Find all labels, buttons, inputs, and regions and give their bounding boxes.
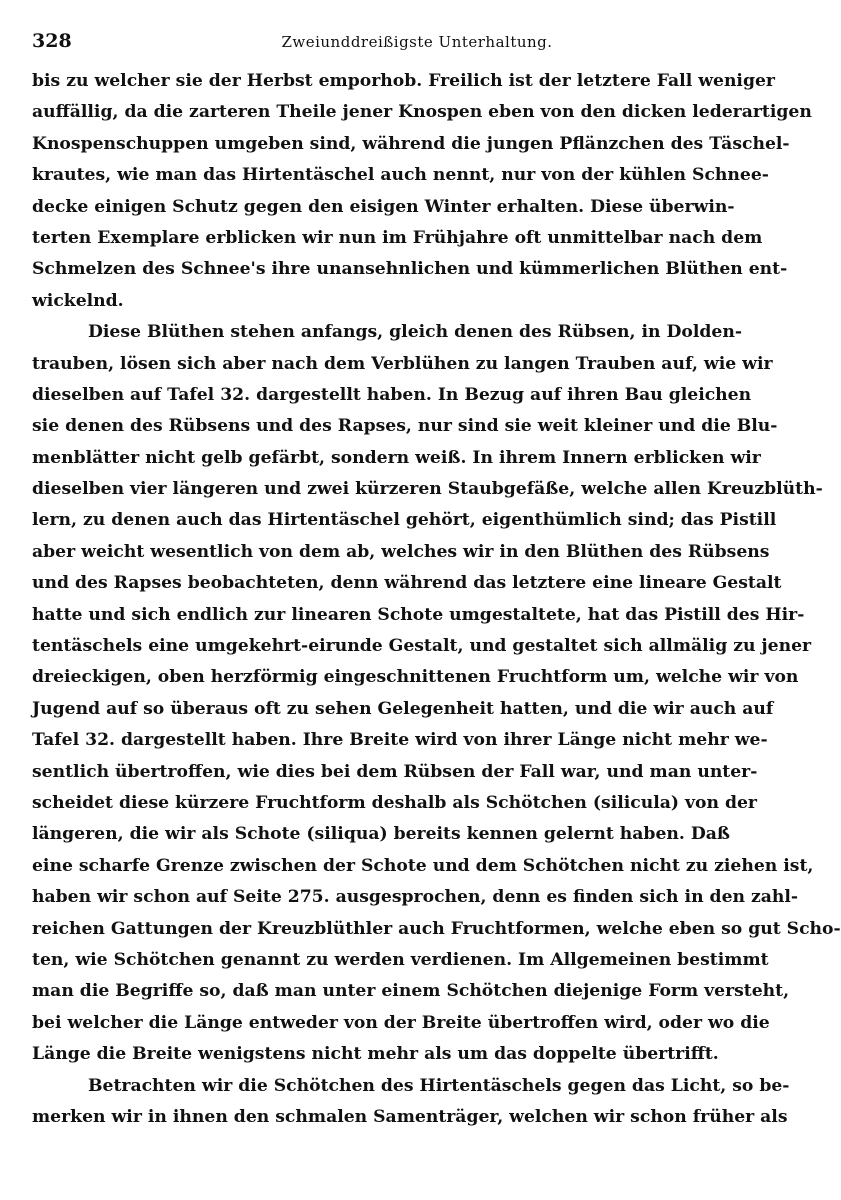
running-head: Zweiunddreißigste Unterhaltung. <box>281 33 553 51</box>
text-line: menblätter nicht gelb gefärbt, sondern weiß. In ihrem Innern erblicken wir <box>32 447 761 468</box>
text-line: lern, zu denen auch das Hirtentäschel gehört, eigenthümlich sind; das Pistill <box>32 510 777 531</box>
text-line: bis zu welcher sie der Herbst emporhob. Freilich ist der letztere Fall weniger <box>32 71 775 91</box>
text-line: auffällig, da die zarteren Theile jener Knospen eben von den dicken lederartigen <box>32 102 812 123</box>
text-line: man die Begriffe so, daß man unter einem Schötchen diejenige Form versteht, <box>32 981 790 1002</box>
text-line: Tafel 32. dargestellt haben. Ihre Breite wird von ihrer Länge nicht mehr we- <box>32 730 768 751</box>
paragraph <box>32 317 841 1070</box>
text-line: dreieckigen, oben herzförmig eingeschnittenen Fruchtform um, welche wir von <box>32 667 799 688</box>
text-line: hatte und sich endlich zur linearen Schote umgestaltete, hat das Pistill des Hir- <box>32 604 805 625</box>
text-line: merken wir in ihnen den schmalen Samenträger, welchen wir schon früher als <box>32 1106 788 1127</box>
text-line: decke einigen Schutz gegen den eisigen Winter erhalten. Diese überwin- <box>32 196 735 217</box>
text-line: dieselben vier längeren und zwei kürzeren Staubgefäße, welche allen Kreuzblüth- <box>32 479 823 500</box>
text-line: sentlich übertroffen, wie dies bei dem Rübsen der Fall war, und man unter- <box>32 761 758 782</box>
text-line: krautes, wie man das Hirtentäschel auch nennt, nur von der kühlen Schnee- <box>32 165 769 186</box>
text-line: bei welcher die Länge entweder von der Breite übertroffen wird, oder wo die <box>32 1012 770 1033</box>
text-line: Jugend auf so überaus oft zu sehen Gelegenheit hatten, und die wir auch auf <box>32 698 774 719</box>
text-line: scheidet diese kürzere Fruchtform deshalb als Schötchen (silicula) von der <box>32 792 757 813</box>
text-line: und des Rapses beobachteten, denn während das letztere eine lineare Gestalt <box>32 573 782 594</box>
body-text <box>32 66 841 1133</box>
text-line: ten, wie Schötchen genannt zu werden verdienen. Im Allgemeinen bestimmt <box>32 949 769 970</box>
page-number: 328 <box>32 30 72 52</box>
text-line: aber weicht wesentlich von dem ab, welches wir in den Blüthen des Rübsens <box>32 541 770 562</box>
paragraph <box>32 1071 790 1134</box>
text-line: eine scharfe Grenze zwischen der Schote und dem Schötchen nicht zu ziehen ist, <box>32 855 814 876</box>
text-line: tentäschels eine umgekehrt-eirunde Gestalt, und gestaltet sich allmälig zu jener <box>32 636 812 657</box>
text-line: längeren, die wir als Schote (siliqua) bereits kennen gelernt haben. Daß <box>32 824 730 845</box>
text-line: Diese Blüthen stehen anfangs, gleich denen des Rübsen, in Dolden- <box>88 322 742 343</box>
paragraph <box>32 66 812 317</box>
text-line: sie denen des Rübsens und des Rapses, nur sind sie weit kleiner und die Blu- <box>32 416 778 437</box>
text-line: Knospenschuppen umgeben sind, während die jungen Pflänzchen des Täschel- <box>32 133 790 154</box>
text-line: Betrachten wir die Schötchen des Hirtentäschels gegen das Licht, so be- <box>88 1075 790 1096</box>
text-line: haben wir schon auf Seite 275. ausgesprochen, denn es finden sich in den zahl- <box>32 887 799 908</box>
text-line: trauben, lösen sich aber nach dem Verblühen zu langen Trauben auf, wie wir <box>32 353 773 374</box>
text-line: Länge die Breite wenigstens nicht mehr als um das doppelte übertrifft. <box>32 1044 719 1065</box>
text-line: Schmelzen des Schnee's ihre unansehnlichen und kümmerlichen Blüthen ent- <box>32 259 788 280</box>
text-line: wickelnd. <box>32 290 124 311</box>
text-line: reichen Gattungen der Kreuzblüthler auch Fruchtformen, welche eben so gut Scho- <box>32 918 841 939</box>
text-line: terten Exemplare erblicken wir nun im Frühjahre oft unmittelbar nach dem <box>32 227 763 248</box>
text-line: dieselben auf Tafel 32. dargestellt haben. In Bezug auf ihren Bau gleichen <box>32 384 752 405</box>
page-header <box>32 30 712 56</box>
